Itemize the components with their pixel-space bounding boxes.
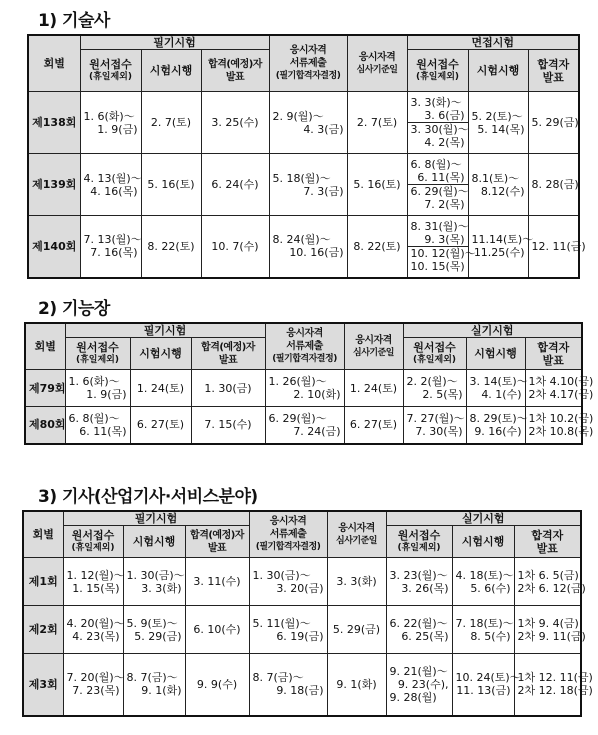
- document-period: 1. 26(월)～ 2. 10(화): [265, 370, 344, 407]
- header-application-2: 원서접수 (휴일제외): [403, 338, 466, 370]
- round-label: 제140회: [28, 216, 80, 278]
- written-pass-date: 1. 30(금): [191, 370, 265, 407]
- round-label: 제79회: [25, 370, 65, 407]
- written-pass-date: 6. 10(수): [185, 606, 249, 654]
- written-pass-date: 7. 15(수): [191, 407, 265, 444]
- interview-exam-date: 5. 2(토)～ 5. 14(목): [468, 92, 528, 154]
- table-row: [25, 407, 582, 444]
- document-period: 8. 24(월)～ 10. 16(금): [269, 216, 347, 278]
- practical-exam-date: 3. 14(토)～ 4. 1(수): [466, 370, 525, 407]
- header-round: 회별: [28, 35, 80, 92]
- round-label: 제139회: [28, 154, 80, 216]
- header-round: 회별: [23, 511, 63, 558]
- header-application: 원서접수 (휴일제외): [63, 526, 123, 558]
- interview-application: 6. 8(월)～ 6. 11(목) 6. 29(월)～ 7. 2(목): [407, 154, 468, 216]
- header-document-submission: 응시자격 서류제출 (필기합격자결정): [265, 323, 344, 370]
- written-application: 1. 6(화)～ 1. 9(금): [80, 92, 141, 154]
- written-application: 1. 12(월)～ 1. 15(목): [63, 558, 123, 606]
- header-eligibility-date: 응시자격 심사기준일: [327, 511, 386, 558]
- written-application: 6. 8(월)～ 6. 11(목): [65, 407, 130, 444]
- written-exam-date: 2. 7(토): [141, 92, 201, 154]
- written-pass-date: 10. 7(수): [201, 216, 269, 278]
- table-row: [23, 558, 581, 606]
- practical-exam-date: 7. 18(토)～ 8. 5(수): [452, 606, 514, 654]
- written-pass-date: 9. 9(수): [185, 654, 249, 716]
- eligibility-date: 6. 27(토): [344, 407, 403, 444]
- header-pass-announcement: 합격(예정)자 발표: [201, 50, 269, 92]
- final-pass-date: 1차 6. 5(금) 2차 6. 12(금): [514, 558, 581, 606]
- header-practical-exam: 실기시험: [386, 511, 581, 526]
- interview-application: 3. 3(화)～ 3. 6(금) 3. 30(월)～ 4. 2(목): [407, 92, 468, 154]
- eligibility-date: 3. 3(화): [327, 558, 386, 606]
- header-exam-date: 시험시행: [141, 50, 201, 92]
- written-exam-date: 1. 24(토): [130, 370, 191, 407]
- written-application: 1. 6(화)～ 1. 9(금): [65, 370, 130, 407]
- final-pass-date: 1차 4.10(금) 2차 4.17(금): [525, 370, 582, 407]
- header-exam-date-2: 시험시행: [466, 338, 525, 370]
- round-label: 제138회: [28, 92, 80, 154]
- header-exam-date: 시험시행: [123, 526, 185, 558]
- schedule-table-master-craftsman: [24, 322, 594, 445]
- written-application: 4. 20(월)～ 4. 23(목): [63, 606, 123, 654]
- written-exam-date: 6. 27(토): [130, 407, 191, 444]
- document-period: 2. 9(월)～ 4. 3(금): [269, 92, 347, 154]
- schedule-table-professional-engineer: [27, 34, 586, 279]
- round-label: 제2회: [23, 606, 63, 654]
- table-row: [28, 216, 579, 278]
- eligibility-date: 8. 22(토): [347, 216, 407, 278]
- practical-application: 7. 27(월)～ 7. 30(목): [403, 407, 466, 444]
- header-written-exam: 필기시험: [65, 323, 265, 338]
- header-eligibility-date: 응시자격 심사기준일: [347, 35, 407, 92]
- practical-exam-date: 10. 24(토)～ 11. 13(금): [452, 654, 514, 716]
- document-period: 1. 30(금)～ 3. 20(금): [249, 558, 327, 606]
- header-application: 원서접수 (휴일제외): [80, 50, 141, 92]
- document-period: 5. 11(월)～ 6. 19(금): [249, 606, 327, 654]
- interview-exam-date: 11.14(토)～ 11.25(수): [468, 216, 528, 278]
- final-pass-date: 1차 9. 4(금) 2차 9. 11(금): [514, 606, 581, 654]
- table-row: [28, 154, 579, 216]
- document-period: 5. 18(월)～ 7. 3(금): [269, 154, 347, 216]
- eligibility-date: 9. 1(화): [327, 654, 386, 716]
- interview-application: 8. 31(월)～ 9. 3(목) 10. 12(월)～ 10. 15(목): [407, 216, 468, 278]
- practical-application: 9. 21(월)～ 9. 23(수), 9. 28(월): [386, 654, 452, 716]
- header-round: 회별: [25, 323, 65, 370]
- final-pass-date: 8. 28(금): [528, 154, 579, 216]
- table-row: [28, 92, 579, 154]
- written-exam-date: 8. 7(금)～ 9. 1(화): [123, 654, 185, 716]
- header-final-pass: 합격자 발표: [528, 50, 579, 92]
- document-period: 6. 29(월)～ 7. 24(금): [265, 407, 344, 444]
- header-document-submission: 응시자격 서류제출 (필기합격자결정): [249, 511, 327, 558]
- header-exam-date: 시험시행: [130, 338, 191, 370]
- section-title-master-craftsman: 2) 기능장: [38, 299, 110, 319]
- header-practical-exam: 실기시험: [403, 323, 582, 338]
- eligibility-date: 2. 7(토): [347, 92, 407, 154]
- practical-application: 2. 2(월)～ 2. 5(목): [403, 370, 466, 407]
- written-application: 4. 13(월)～ 4. 16(목): [80, 154, 141, 216]
- round-label: 제1회: [23, 558, 63, 606]
- practical-application: 6. 22(월)～ 6. 25(목): [386, 606, 452, 654]
- eligibility-date: 5. 29(금): [327, 606, 386, 654]
- header-written-exam: 필기시험: [63, 511, 249, 526]
- header-exam-date-2: 시험시행: [452, 526, 514, 558]
- header-document-submission: 응시자격 서류제출 (필기합격자결정): [269, 35, 347, 92]
- header-pass-announcement: 합격(예정)자 발표: [185, 526, 249, 558]
- final-pass-date: 12. 11(금): [528, 216, 579, 278]
- header-eligibility-date: 응시자격 심사기준일: [344, 323, 403, 370]
- written-exam-date: 5. 9(토)～ 5. 29(금): [123, 606, 185, 654]
- table-row: [23, 654, 581, 716]
- table-row: [23, 606, 581, 654]
- section-title-engineer: 3) 기사(산업기사·서비스분야): [38, 487, 258, 507]
- table-row: [25, 370, 582, 407]
- header-final-pass: 합격자 발표: [514, 526, 581, 558]
- written-pass-date: 3. 11(수): [185, 558, 249, 606]
- round-label: 제3회: [23, 654, 63, 716]
- final-pass-date: 5. 29(금): [528, 92, 579, 154]
- final-pass-date: 1차 12. 11(금) 2차 12. 18(금): [514, 654, 581, 716]
- eligibility-date: 1. 24(토): [344, 370, 403, 407]
- written-application: 7. 20(월)～ 7. 23(목): [63, 654, 123, 716]
- written-pass-date: 6. 24(수): [201, 154, 269, 216]
- document-period: 8. 7(금)～ 9. 18(금): [249, 654, 327, 716]
- header-final-pass: 합격자 발표: [525, 338, 582, 370]
- header-interview-exam: 면접시험: [407, 35, 579, 50]
- schedule-table-engineer: [22, 510, 593, 717]
- round-label: 제80회: [25, 407, 65, 444]
- written-pass-date: 3. 25(수): [201, 92, 269, 154]
- header-written-exam: 필기시험: [80, 35, 269, 50]
- header-application: 원서접수 (휴일제외): [65, 338, 130, 370]
- written-application: 7. 13(월)～ 7. 16(목): [80, 216, 141, 278]
- practical-exam-date: 8. 29(토)～ 9. 16(수): [466, 407, 525, 444]
- header-pass-announcement: 합격(예정)자 발표: [191, 338, 265, 370]
- interview-exam-date: 8.1(토)～ 8.12(수): [468, 154, 528, 216]
- header-exam-date-2: 시험시행: [468, 50, 528, 92]
- header-application-2: 원서접수 (휴일제외): [386, 526, 452, 558]
- written-exam-date: 1. 30(금)～ 3. 3(화): [123, 558, 185, 606]
- final-pass-date: 1차 10.2(금) 2차 10.8(목): [525, 407, 582, 444]
- header-application-2: 원서접수 (휴일제외): [407, 50, 468, 92]
- written-exam-date: 8. 22(토): [141, 216, 201, 278]
- section-title-professional-engineer: 1) 기술사: [38, 11, 110, 31]
- practical-application: 3. 23(월)～ 3. 26(목): [386, 558, 452, 606]
- written-exam-date: 5. 16(토): [141, 154, 201, 216]
- eligibility-date: 5. 16(토): [347, 154, 407, 216]
- practical-exam-date: 4. 18(토)～ 5. 6(수): [452, 558, 514, 606]
